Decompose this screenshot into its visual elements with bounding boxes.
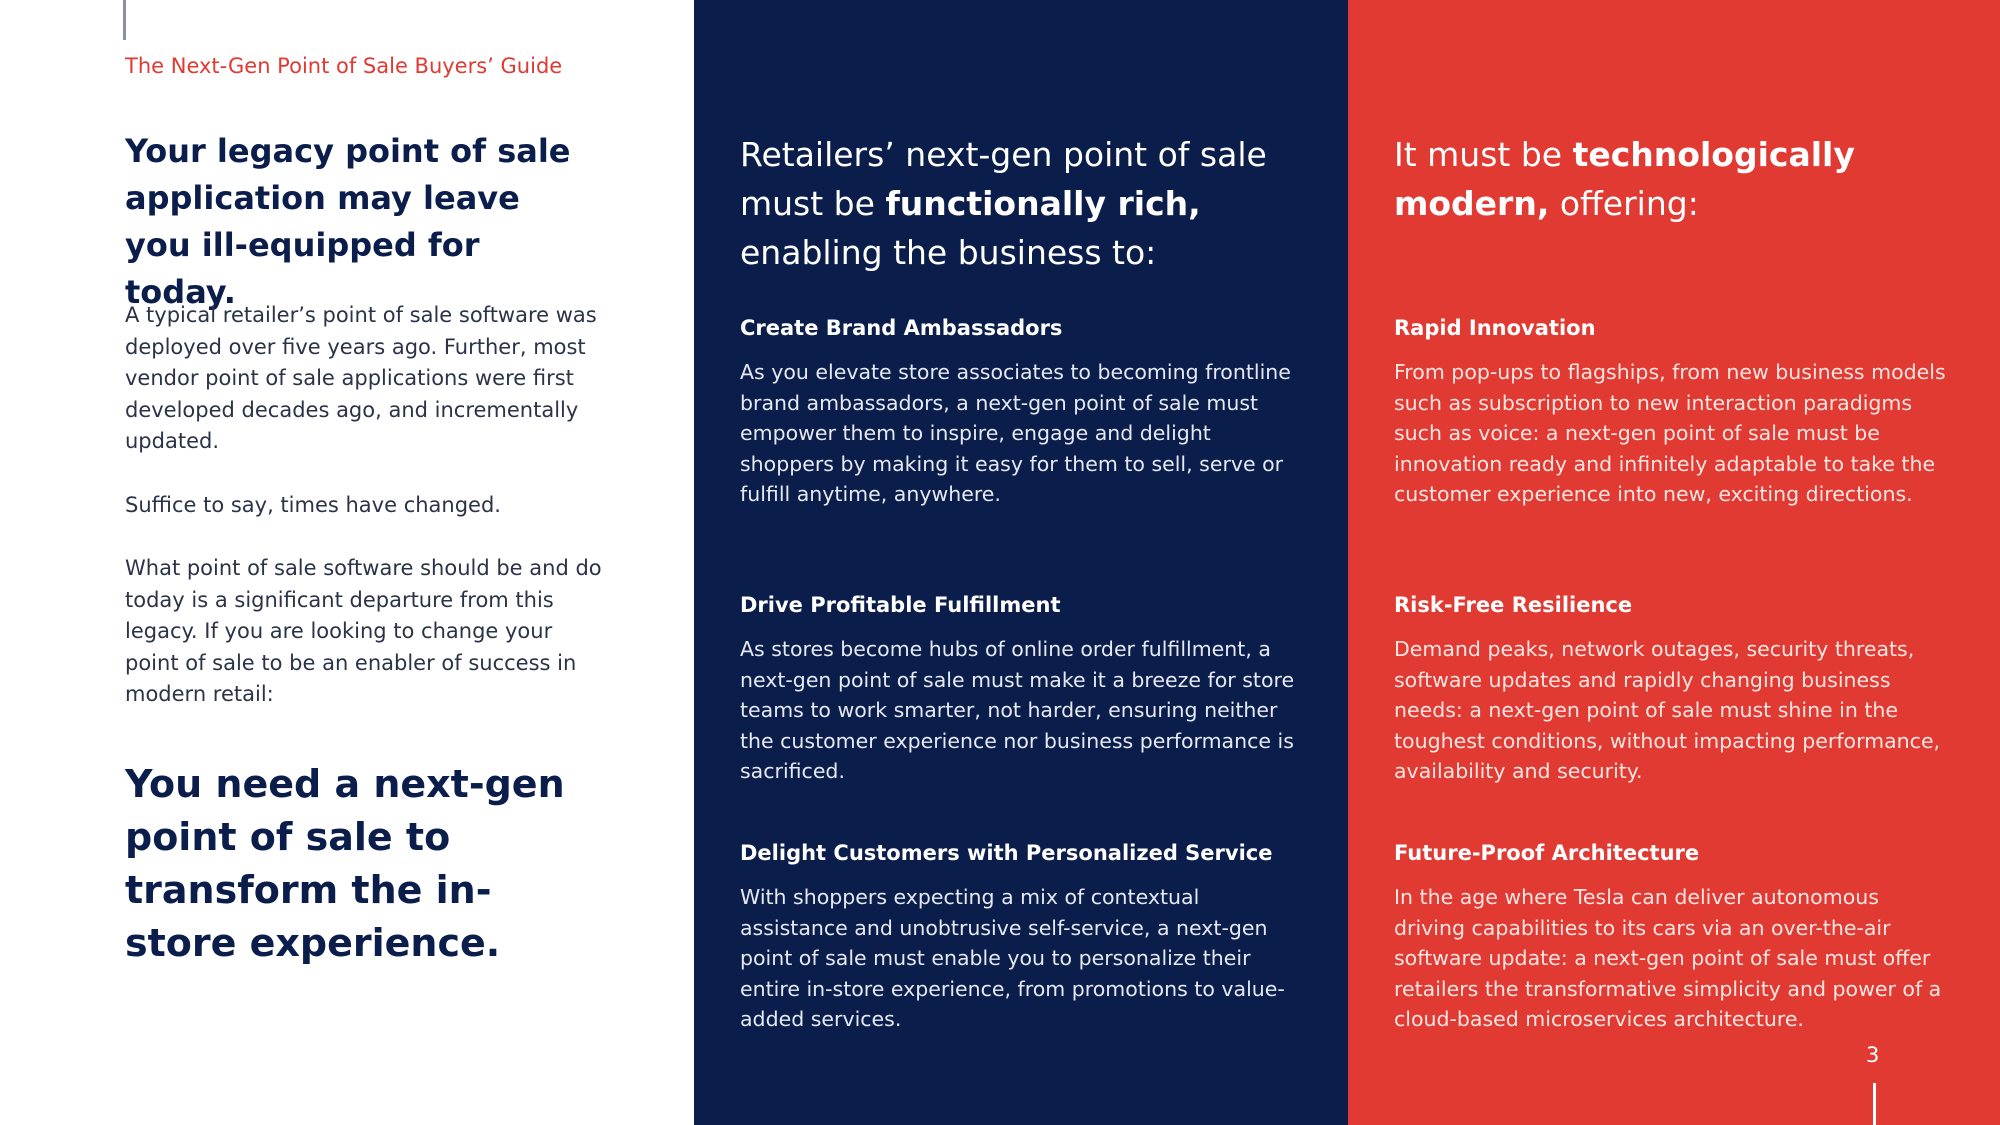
right-column xyxy=(1348,0,2000,1125)
section-rapid-innovation xyxy=(1394,313,1954,510)
section-body: As stores become hubs of online order fulfillment, a next-gen point of sale must make it a breeze for store teams to work smarter, not harder, ensuring neither the customer experience nor business performance is sacrificed. xyxy=(740,637,1295,783)
section-risk-free-resilience xyxy=(1394,590,1954,787)
right-heading-post: offering: xyxy=(1549,184,1699,223)
left-paragraph: What point of sale software should be and do today is a significant departure from this legacy. If you are looking to change your point of sale to be an enabler of success in modern retail: xyxy=(125,556,602,706)
left-callout: You need a next-gen point of sale to transform the in-store experience. xyxy=(125,762,565,965)
section-create-brand-ambassadors xyxy=(740,313,1300,510)
left-paragraph: A typical retailer’s point of sale software was deployed over five years ago. Further, most vendor point of sale applications were first developed decades ago, and incrementally updated. xyxy=(125,303,597,453)
section-body: As you elevate store associates to becoming frontline brand ambassadors, a next-gen point of sale must empower them to inspire, engage and delight shoppers by making it easy for them to sell, serve or fulfill anytime, anywhere. xyxy=(740,360,1291,506)
top-divider xyxy=(123,0,126,40)
section-body: In the age where Tesla can deliver autonomous driving capabilities to its cars via an over-the-air software update: a next-gen point of sale must offer retailers the transformative simplicity and power of a cloud-based microservices architecture. xyxy=(1394,885,1942,1031)
section-title: Risk-Free Resilience xyxy=(1394,593,1633,617)
middle-column xyxy=(694,0,1348,1125)
section-title: Future-Proof Architecture xyxy=(1394,841,1700,865)
middle-heading-post: enabling the business to: xyxy=(740,233,1157,272)
left-paragraph: Suffice to say, times have changed. xyxy=(125,492,501,517)
left-heading: Your legacy point of sale application may leave you ill-equipped for today. xyxy=(125,132,571,311)
section-title: Create Brand Ambassadors xyxy=(740,316,1063,340)
section-body: From pop-ups to flagships, from new business models such as subscription to new interaction paradigms such as voice: a next-gen point of sale must be innovation ready and infinitely adaptable to take the customer experience into new, exciting directions. xyxy=(1394,360,1946,506)
right-heading xyxy=(1394,130,1954,228)
section-title: Delight Customers with Personalized Service xyxy=(740,841,1273,865)
section-body: Demand peaks, network outages, security threats, software updates and rapidly changing business needs: a next-gen point of sale must shine in the toughest conditions, without impacting performance, availability and security. xyxy=(1394,637,1941,783)
left-body xyxy=(125,300,605,743)
middle-heading-pre: Retailers’ next-gen point of sale must be xyxy=(740,135,1267,223)
bottom-divider xyxy=(1873,1083,1876,1125)
section-title: Drive Profitable Fulfillment xyxy=(740,593,1061,617)
section-delight-customers xyxy=(740,838,1300,1035)
middle-heading xyxy=(740,130,1300,277)
right-heading-pre: It must be xyxy=(1394,135,1573,174)
section-body: With shoppers expecting a mix of contextual assistance and unobtrusive self-service, a next-gen point of sale must enable you to personalize their entire in-store experience, from promotions to value-added services. xyxy=(740,885,1285,1031)
section-title: Rapid Innovation xyxy=(1394,316,1596,340)
page-number: 3 xyxy=(1866,1043,1880,1067)
right-heading-bold: technologically modern, xyxy=(1394,135,1855,223)
section-future-proof-architecture xyxy=(1394,838,1954,1035)
guide-title: The Next-Gen Point of Sale Buyers’ Guide xyxy=(125,54,563,78)
middle-heading-bold: functionally rich, xyxy=(885,184,1201,223)
section-drive-profitable-fulfillment xyxy=(740,590,1300,787)
left-column xyxy=(0,0,694,1125)
